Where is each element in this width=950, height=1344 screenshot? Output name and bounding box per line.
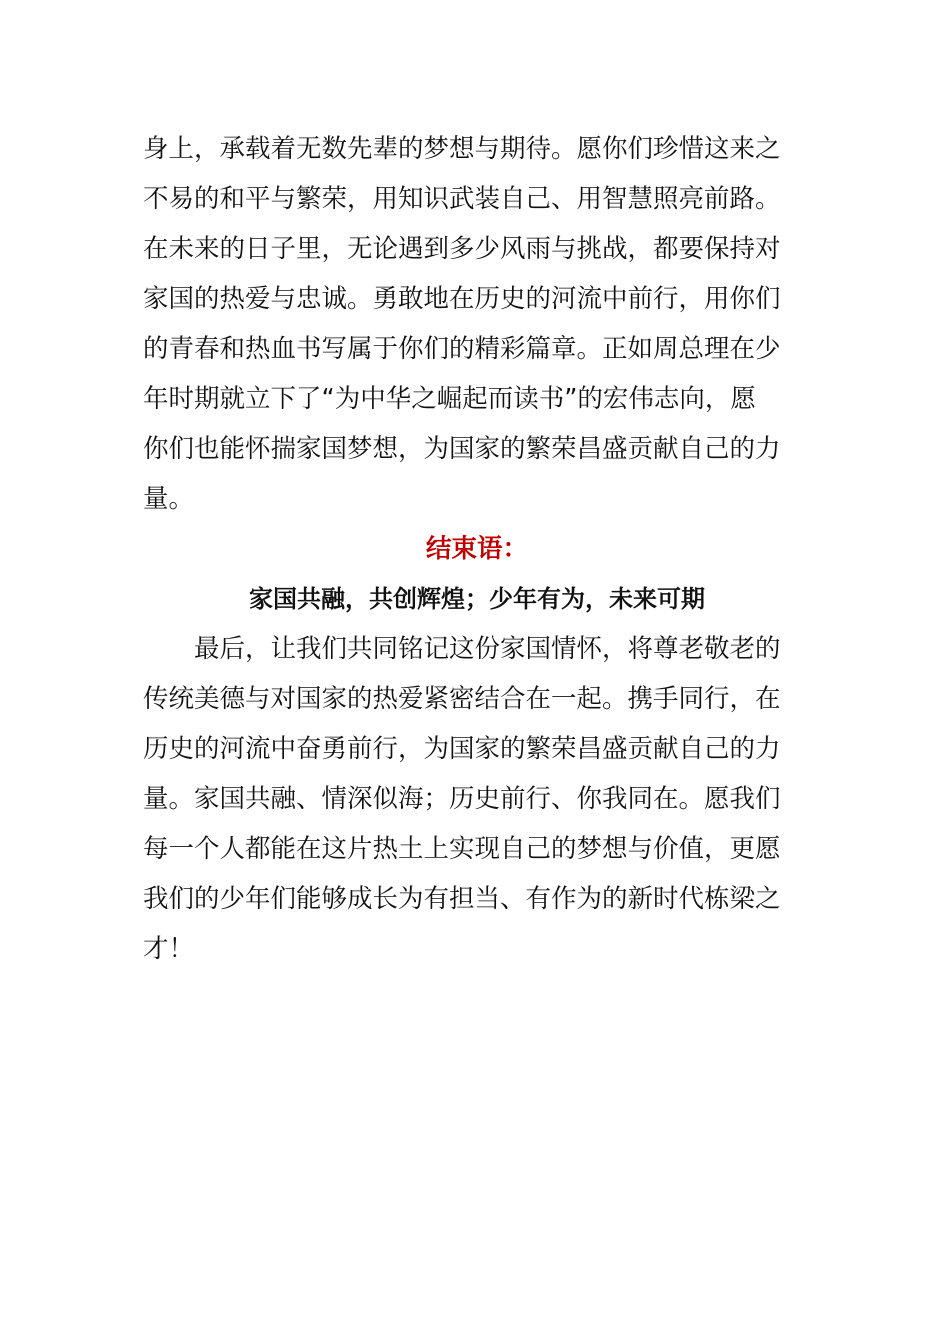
paragraph-line: 家国的热爱与忠诚。勇敢地在历史的河流中前行，用你们 bbox=[143, 284, 781, 314]
paragraph-line: 我们的少年们能够成长为有担当、有作为的新时代栋梁之 bbox=[143, 884, 781, 914]
text-column bbox=[143, 124, 811, 974]
paragraph-line: 你们也能怀揣家国梦想，为国家的繁荣昌盛贡献自己的力 bbox=[143, 434, 781, 464]
body-paragraph-1 bbox=[143, 124, 811, 524]
closing-heading: 结束语： bbox=[425, 534, 528, 564]
paragraph-line: 传统美德与对国家的热爱紧密结合在一起。携手同行，在 bbox=[143, 684, 781, 714]
paragraph-line: 每一个人都能在这片热土上实现自己的梦想与价值，更愿 bbox=[143, 834, 781, 864]
paragraph-line: 历史的河流中奋勇前行，为国家的繁荣昌盛贡献自己的力 bbox=[143, 734, 781, 764]
closing-subheading: 家国共融，共创辉煌；少年有为，未来可期 bbox=[249, 585, 705, 613]
paragraph-line: 最后，让我们共同铭记这份家国情怀，将尊老敬老的 bbox=[194, 634, 781, 664]
paragraph-line: 年时期就立下了“为中华之崛起而读书”的宏伟志向，愿 bbox=[143, 384, 756, 414]
paragraph-line: 才！ bbox=[143, 934, 195, 964]
paragraph-line: 量。家国共融、情深似海；历史前行、你我同在。愿我们 bbox=[143, 784, 781, 814]
paragraph-line: 的青春和热血书写属于你们的精彩篇章。正如周总理在少 bbox=[143, 334, 781, 364]
paragraph-line: 在未来的日子里，无论遇到多少风雨与挑战，都要保持对 bbox=[143, 234, 781, 264]
body-paragraph-2 bbox=[143, 624, 811, 974]
paragraph-line: 身上，承载着无数先辈的梦想与期待。愿你们珍惜这来之 bbox=[143, 134, 781, 164]
paragraph-line: 量。 bbox=[143, 484, 195, 514]
paragraph-line: 不易的和平与繁荣，用知识武装自己、用智慧照亮前路。 bbox=[143, 184, 781, 214]
